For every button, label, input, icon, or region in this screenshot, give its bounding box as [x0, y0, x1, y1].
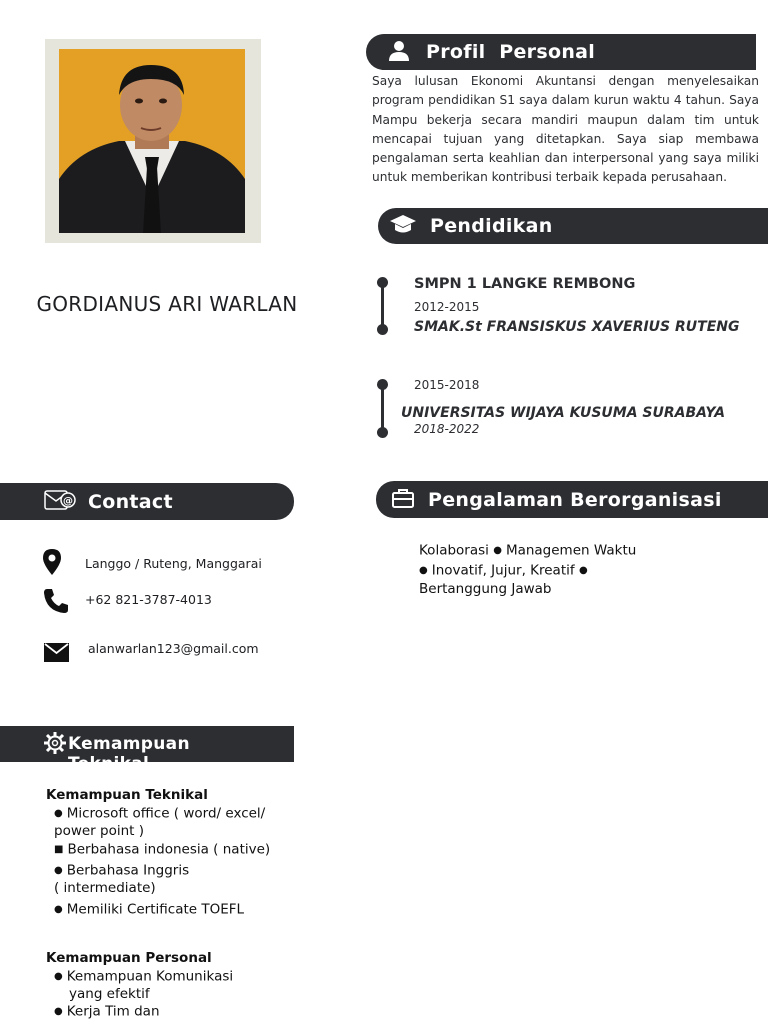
briefcase-icon: [392, 488, 414, 512]
teknikal-heading: Kemampuan Teknikal: [46, 787, 208, 803]
phone-icon: [43, 588, 69, 618]
edu-school-3: UNIVERSITAS WIJAYA KUSUMA SURABAYA: [401, 405, 726, 421]
contact-title: Contact: [88, 490, 173, 513]
edu-school-1: SMPN 1 LANGKE REMBONG: [414, 276, 636, 292]
timeline-line: [381, 386, 384, 430]
organisasi-header: [376, 481, 768, 518]
skill-item: Kerja Tim dan: [66, 1003, 160, 1019]
organisasi-list: Kolaborasi ● Managemen Waktu ● Inovatif, Jujur, Kreatif ● Bertanggung Jawab: [419, 542, 637, 597]
org-item: Bertanggung Jawab: [419, 581, 552, 597]
timeline-dot: [377, 324, 388, 335]
user-icon: [388, 39, 410, 65]
contact-email: alanwarlan123@gmail.com: [88, 641, 259, 656]
kemampuan-header: [0, 726, 294, 774]
portrait-illustration: [59, 49, 245, 233]
pendidikan-header: [378, 208, 768, 244]
org-item: Kolaborasi: [419, 542, 489, 559]
org-item: Inovatif, Jujur, Kreatif: [431, 562, 575, 578]
mail-icon: [44, 643, 69, 666]
personal-heading: Kemampuan Personal: [46, 950, 212, 966]
graduation-cap-icon: [390, 213, 416, 239]
kemampuan-title-line1: Kemampuan: [68, 734, 190, 754]
edu-year-3: 2018-2022: [414, 422, 480, 436]
skill-item: Berbahasa indonesia ( native): [67, 841, 271, 857]
svg-text:@: @: [63, 495, 73, 507]
profil-header: [366, 34, 756, 70]
skill-item: Berbahasa Inggris: [66, 862, 190, 879]
skill-item: ( intermediate): [54, 879, 156, 896]
contact-phone: +62 821-3787-4013: [85, 592, 212, 607]
skill-item: Microsoft office ( word/ excel/: [66, 805, 266, 822]
location-pin-icon: [43, 549, 61, 579]
profil-text: Saya lulusan Ekonomi Akuntansi dengan menyelesaikan program pendidikan S1 saya dalam kurun waktu 4 tahun. Saya Mampu bekerja secara mandiri maupun dalam tim untuk mencapai tujuan yang ditetapkan. Saya siap membawa pengalaman serta keahlian dan interpersonal yang saya miliki untuk memberikan kontribusi terbaik kepada perusahaan.: [372, 74, 759, 185]
edu-year-2: 2015-2018: [414, 378, 480, 392]
edu-year-1: 2012-2015: [414, 300, 480, 314]
profile-photo: [59, 49, 245, 233]
timeline-dot: [377, 427, 388, 438]
gear-icon: [44, 732, 66, 758]
org-item: Managemen Waktu: [505, 542, 637, 559]
full-name: GORDIANUS ARI WARLAN: [36, 292, 298, 316]
skill-item: yang efektif: [69, 985, 150, 1002]
kemampuan-title-line2: Teknikal: [68, 754, 150, 774]
skill-item: Memiliki Certificate TOEFL: [66, 901, 245, 917]
pendidikan-title: Pendidikan: [430, 215, 553, 237]
contact-address: Langgo / Ruteng, Manggarai: [85, 556, 262, 571]
teknikal-list: ● Microsoft office ( word/ excel/ power point ) ■ Berbahasa indonesia ( native) ● Berbahasa Inggris ( intermediate) ● Memiliki Certificate TOEFL: [54, 805, 294, 918]
skill-item: Kemampuan Komunikasi: [66, 968, 234, 985]
email-at-icon: [44, 489, 76, 515]
contact-header: [0, 483, 294, 520]
timeline-line: [381, 284, 384, 328]
skill-item: power point ): [54, 822, 145, 839]
edu-school-2: SMAK.St FRANSISKUS XAVERIUS RUTENG: [414, 319, 740, 335]
personal-list: ● Kemampuan Komunikasi yang efektif ● Kerja Tim dan: [54, 968, 294, 1020]
organisasi-title: Pengalaman Berorganisasi: [428, 488, 722, 511]
profil-title: Profil Personal: [426, 41, 596, 63]
